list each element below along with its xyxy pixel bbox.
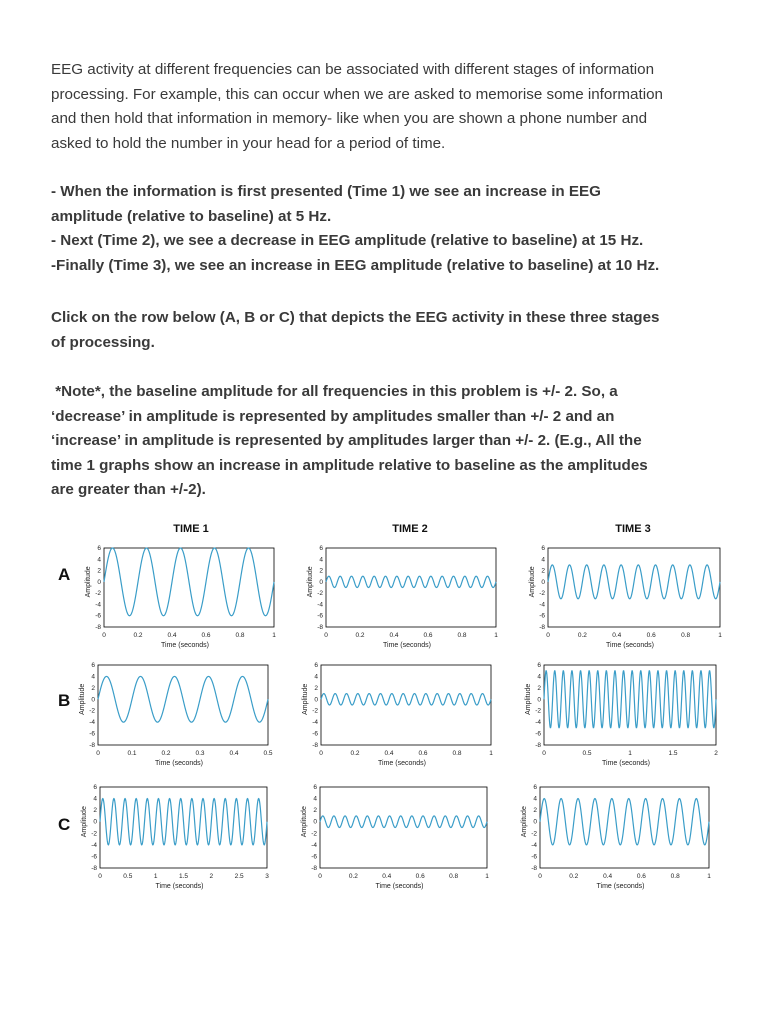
y-tick-label: 4: [319, 556, 323, 564]
y-tick-label: -2: [539, 590, 545, 598]
y-tick-label: -2: [312, 707, 318, 715]
x-tick-label: 0: [319, 750, 323, 757]
y-tick-label: 0: [533, 818, 537, 826]
y-tick-label: 0: [313, 818, 317, 826]
y-axis-label: Amplitude: [529, 566, 536, 598]
y-tick-label: 6: [97, 545, 101, 552]
y-tick-label: -4: [531, 841, 537, 849]
y-axis-label: Amplitude: [525, 683, 532, 715]
y-tick-label: -2: [89, 707, 95, 715]
x-axis-label: Time (seconds): [161, 642, 209, 649]
intro-line: EEG activity at different frequencies can be associated with different stages of information: [51, 61, 655, 78]
x-tick-label: 0: [546, 632, 550, 639]
x-axis-label: Time (seconds): [155, 760, 203, 767]
y-tick-label: -4: [91, 841, 97, 849]
x-tick-label: 0.5: [582, 750, 592, 757]
y-tick-label: -2: [95, 590, 101, 598]
y-tick-label: -8: [539, 624, 545, 631]
x-tick-label: 1: [707, 873, 711, 880]
y-tick-label: 6: [319, 545, 323, 552]
y-tick-label: -4: [311, 841, 317, 849]
x-tick-label: 0: [542, 750, 546, 757]
x-tick-label: 0.3: [195, 750, 205, 757]
y-axis-label: Amplitude: [521, 806, 528, 838]
y-tick-label: 0: [93, 818, 97, 826]
y-tick-label: -4: [312, 719, 318, 727]
y-tick-label: -8: [91, 865, 97, 872]
y-tick-label: 6: [91, 662, 95, 669]
y-tick-label: -4: [95, 601, 101, 609]
x-tick-label: 3: [265, 873, 269, 880]
x-tick-label: 0.1: [127, 750, 137, 757]
y-tick-label: 2: [314, 684, 318, 692]
x-axis-label: Time (seconds): [155, 883, 204, 890]
note-line: time 1 graphs show an increase in amplitude relative to baseline as the amplitudes: [51, 456, 648, 474]
x-axis-label: Time (seconds): [375, 883, 424, 890]
y-tick-label: -6: [317, 612, 323, 620]
y-tick-label: 2: [537, 684, 541, 692]
y-tick-label: 0: [319, 578, 323, 586]
column-header-time-3: TIME 3: [615, 523, 651, 535]
y-tick-label: -4: [539, 601, 545, 609]
findings-line: amplitude (relative to baseline) at 5 Hz.: [51, 207, 332, 225]
note-line: *Note*, the baseline amplitude for all frequencies in this problem is +/- 2. So, a: [51, 383, 618, 400]
plot-frame-a-time-3: [548, 548, 720, 627]
x-tick-label: 0.6: [646, 632, 656, 639]
x-tick-label: 0: [98, 873, 102, 880]
x-tick-label: 0.8: [670, 873, 680, 880]
eeg-wave-a-time-3: [548, 565, 720, 599]
y-tick-label: -6: [89, 730, 95, 738]
y-axis-label: Amplitude: [85, 566, 92, 598]
y-tick-label: 4: [537, 673, 541, 681]
y-tick-label: 0: [97, 578, 101, 586]
y-tick-label: -4: [89, 719, 95, 727]
x-axis-label: Time (seconds): [606, 642, 654, 649]
x-tick-label: 0.4: [167, 632, 177, 639]
y-tick-label: -8: [317, 624, 323, 631]
y-tick-label: -8: [89, 742, 95, 749]
x-tick-label: 0.6: [423, 632, 433, 639]
y-tick-label: -8: [531, 865, 537, 872]
y-tick-label: -4: [317, 601, 323, 609]
y-tick-label: -8: [311, 865, 317, 872]
y-tick-label: 2: [97, 567, 101, 575]
x-axis-label: Time (seconds): [596, 883, 645, 890]
note-line: ‘decrease’ in amplitude is represented by amplitudes smaller than +/- 2 and an: [51, 407, 615, 425]
x-tick-label: 0.8: [457, 632, 467, 639]
x-tick-label: 1: [272, 632, 276, 639]
y-tick-label: 6: [314, 662, 318, 669]
x-tick-label: 0.4: [384, 750, 394, 757]
findings-line: - When the information is first presented (Time 1) we see an increase in EEG: [51, 183, 601, 200]
x-tick-label: 0: [318, 873, 322, 880]
x-tick-label: 0.2: [348, 873, 358, 880]
x-tick-label: 0.5: [263, 750, 273, 757]
y-tick-label: 6: [537, 662, 541, 669]
x-tick-label: 0.6: [415, 873, 425, 880]
y-axis-label: Amplitude: [81, 806, 88, 838]
findings-line: - Next (Time 2), we see a decrease in EEG amplitude (relative to baseline) at 15 Hz.: [51, 232, 644, 250]
y-tick-label: -6: [91, 853, 97, 861]
x-tick-label: 2: [209, 873, 214, 880]
y-axis-label: Amplitude: [302, 683, 309, 715]
x-tick-label: 0: [538, 873, 542, 880]
x-tick-label: 0: [102, 632, 106, 639]
x-tick-label: 1: [485, 873, 489, 880]
y-axis-label: Amplitude: [301, 806, 308, 838]
x-tick-label: 1: [494, 632, 498, 639]
y-tick-label: -6: [95, 612, 101, 620]
x-tick-label: 0.2: [133, 632, 143, 639]
y-tick-label: -2: [531, 830, 537, 838]
eeg-wave-c-time-3: [540, 799, 709, 845]
column-header-time-1: TIME 1: [173, 523, 209, 535]
y-tick-label: -8: [95, 624, 101, 631]
x-tick-label: 0: [324, 632, 328, 639]
y-tick-label: -6: [312, 730, 318, 738]
y-tick-label: -2: [535, 707, 541, 715]
y-tick-label: 4: [97, 556, 101, 564]
y-tick-label: 4: [93, 795, 97, 803]
y-tick-label: 2: [313, 807, 317, 815]
y-tick-label: 4: [541, 556, 545, 564]
x-tick-label: 0.6: [201, 632, 211, 639]
x-axis-label: Time (seconds): [383, 642, 431, 649]
y-tick-label: -8: [535, 742, 541, 749]
x-axis-label: Time (seconds): [378, 760, 426, 767]
x-tick-label: 0.4: [603, 873, 613, 880]
note-line: are greater than +/-2).: [51, 481, 206, 499]
x-tick-label: 2: [714, 750, 718, 757]
y-tick-label: 2: [533, 807, 537, 815]
row-label-c[interactable]: C: [58, 815, 71, 834]
intro-line: processing. For example, this can occur when we are asked to memorise some information: [51, 85, 663, 103]
y-tick-label: 0: [541, 578, 545, 586]
x-tick-label: 0.4: [382, 873, 392, 880]
x-tick-label: 0.5: [123, 873, 133, 880]
column-header-time-2: TIME 2: [392, 523, 428, 535]
y-tick-label: 2: [91, 684, 95, 692]
x-tick-label: 0.6: [636, 873, 646, 880]
row-label-a[interactable]: A: [58, 565, 71, 584]
x-tick-label: 0.2: [577, 632, 587, 639]
y-tick-label: 6: [93, 784, 97, 791]
y-tick-label: -6: [535, 730, 541, 738]
y-tick-label: -6: [539, 612, 545, 620]
y-tick-label: 0: [91, 696, 95, 704]
intro-line: asked to hold the number in your head for a period of time.: [51, 134, 446, 152]
y-tick-label: -2: [91, 830, 97, 838]
y-tick-label: -2: [311, 830, 317, 838]
x-tick-label: 1: [153, 873, 158, 880]
x-tick-label: 1.5: [178, 873, 189, 880]
instruction-line: of processing.: [51, 333, 155, 351]
x-tick-label: 0.2: [355, 632, 365, 639]
x-tick-label: 1: [628, 750, 632, 757]
x-tick-label: 0.8: [449, 873, 459, 880]
findings-line: -Finally (Time 3), we see an increase in EEG amplitude (relative to baseline) at 10 Hz.: [51, 256, 660, 274]
y-tick-label: 4: [91, 673, 95, 681]
eeg-wave-a-time-1: [104, 548, 274, 616]
eeg-wave-a-time-2: [326, 576, 496, 587]
y-tick-label: 2: [319, 567, 323, 575]
row-label-b[interactable]: B: [58, 691, 71, 710]
y-tick-label: 0: [537, 696, 541, 704]
y-tick-label: 0: [314, 696, 318, 704]
eeg-wave-b-time-2: [321, 694, 491, 705]
y-tick-label: 2: [541, 567, 545, 575]
y-tick-label: 4: [314, 673, 318, 681]
x-tick-label: 0.8: [452, 750, 462, 757]
x-tick-label: 0.6: [418, 750, 428, 757]
x-tick-label: 0.2: [569, 873, 579, 880]
intro-line: and then hold that information in memory- like when you are shown a phone number and: [51, 110, 648, 128]
y-tick-label: 6: [533, 784, 537, 791]
y-tick-label: -2: [317, 590, 323, 598]
x-tick-label: 1.5: [668, 750, 678, 757]
eeg-wave-c-time-2: [320, 816, 487, 828]
note-line: ‘increase’ in amplitude is represented by amplitudes larger than +/- 2. (E.g., All the: [51, 432, 642, 450]
plot-frame-c-time-3: [540, 787, 709, 868]
y-axis-label: Amplitude: [79, 683, 86, 715]
x-tick-label: 0.8: [235, 632, 245, 639]
eeg-wave-b-time-3: [544, 671, 716, 728]
x-tick-label: 0.4: [229, 750, 239, 757]
y-tick-label: -6: [531, 853, 537, 861]
y-tick-label: 6: [313, 784, 317, 791]
x-tick-label: 0.4: [389, 632, 399, 639]
y-tick-label: 4: [313, 795, 317, 803]
x-tick-label: 2.5: [234, 873, 244, 880]
y-tick-label: -6: [311, 853, 317, 861]
eeg-wave-c-time-1: [100, 799, 267, 845]
x-tick-label: 0.2: [161, 750, 171, 757]
y-tick-label: 2: [93, 807, 97, 815]
y-axis-label: Amplitude: [307, 566, 314, 598]
y-tick-label: 4: [533, 795, 537, 803]
x-tick-label: 1: [489, 750, 493, 757]
x-tick-label: 1: [718, 632, 722, 639]
y-tick-label: -4: [535, 719, 541, 727]
x-tick-label: 0.4: [612, 632, 622, 639]
x-tick-label: 0.8: [681, 632, 691, 639]
x-tick-label: 0.2: [350, 750, 360, 757]
y-tick-label: -8: [312, 742, 318, 749]
x-axis-label: Time (seconds): [602, 760, 650, 767]
x-tick-label: 0: [96, 750, 100, 757]
eeg-wave-b-time-1: [98, 676, 268, 722]
instruction-line: Click on the row below (A, B or C) that depicts the EEG activity in these three stages: [51, 309, 660, 326]
y-tick-label: 6: [541, 545, 545, 552]
